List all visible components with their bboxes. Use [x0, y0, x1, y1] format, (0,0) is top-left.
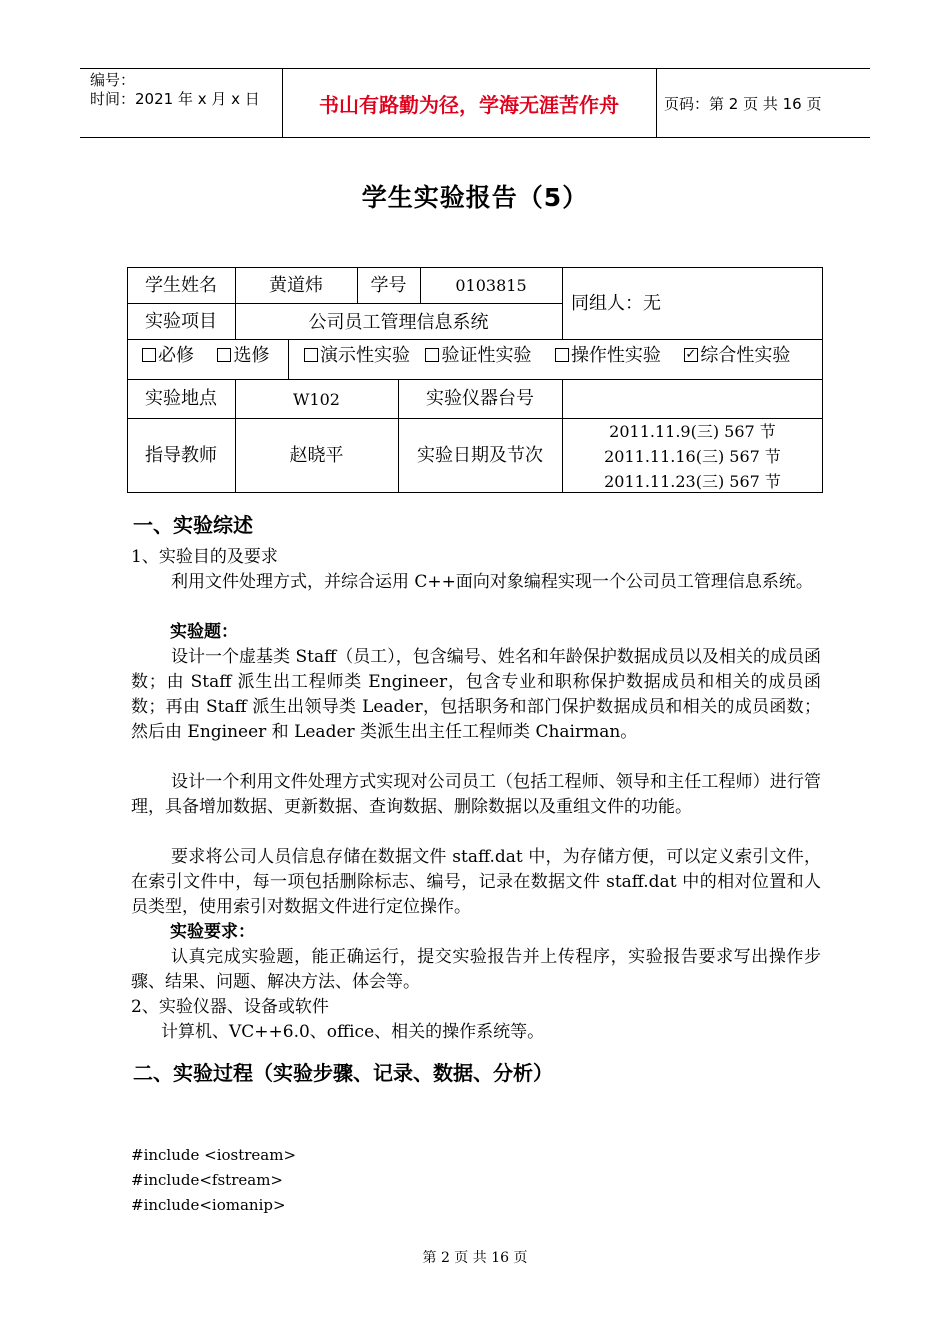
project-name: 公司员工管理信息系统	[308, 312, 489, 333]
code-line: #include<fstream>	[131, 1171, 283, 1189]
date-line: 2011.11.9(三) 567 节	[609, 422, 776, 441]
teacher-name: 赵晓平	[289, 445, 344, 466]
serial-label: 编号：	[90, 71, 136, 89]
student-id-label: 学号	[370, 275, 407, 296]
date-line: 2011.11.23(三) 567 节	[604, 472, 781, 491]
location: W102	[293, 390, 340, 409]
task-paragraph-1: 设计一个虚基类 Staff（员工），包含编号、姓名和年龄保护数据成员以及相关的成员函数；由 Staff 派生出工程师类 Engineer，包含专业和职称保护数据成员和相关的成员函数；再由 Staff 派生出领导类 Leader，包括职务和部门保护数据成员和相关的成员函数；然后由 Engineer 和 Leader 类派生出主任工程师类 Chairman。	[131, 647, 821, 742]
task-label: 实验题：	[170, 622, 238, 642]
info-table	[127, 267, 823, 493]
header-motto: 书山有路勤为径，学海无涯苦作舟	[319, 93, 619, 117]
code-block	[131, 1143, 296, 1218]
student-id: 0103815	[455, 276, 527, 295]
section2-heading: 二、实验过程（实验步骤、记录、数据、分析）	[133, 1061, 553, 1085]
required-label: 必修	[158, 345, 194, 366]
date-label: 实验日期及节次	[417, 445, 543, 466]
operate-label: 操作性实验	[570, 345, 661, 366]
project-label: 实验项目	[145, 311, 217, 332]
verify-label: 验证性实验	[441, 345, 532, 366]
required-checkbox[interactable]	[142, 348, 156, 362]
header-divider	[656, 69, 657, 137]
requirement-paragraph: 认真完成实验题，能正确运行，提交实验报告并上传程序，实验报告要求写出操作步骤、结果、问题、解决方法、体会等。	[131, 947, 821, 992]
code-line: #include <iostream>	[131, 1146, 297, 1164]
location-label: 实验地点	[145, 388, 217, 409]
code-line: #include<iomanip>	[131, 1196, 286, 1214]
experiment-dates	[562, 419, 823, 494]
demo-checkbox[interactable]	[304, 348, 318, 362]
requirement-label: 实验要求：	[170, 922, 255, 942]
date-line: 2011.11.16(三) 567 节	[604, 447, 781, 466]
section1-sub2: 2、实验仪器、设备或软件	[131, 997, 329, 1017]
task-paragraph-3: 要求将公司人员信息存储在数据文件 staff.dat 中，为存储方便，可以定义索引文件，在索引文件中，每一项包括删除标志、编号，记录在数据文件 staff.dat 中的相对位置和人员类型，使用索引对数据文件进行定位操作。	[131, 847, 821, 917]
operate-checkbox[interactable]	[555, 348, 569, 362]
group-members: 同组人：无	[571, 293, 661, 314]
student-name-label: 学生姓名	[145, 275, 217, 296]
student-name: 黄道炜	[269, 275, 323, 296]
purpose-paragraph: 利用文件处理方式，并综合运用 C++面向对象编程实现一个公司员工管理信息系统。	[171, 572, 813, 592]
tools-list: 计算机、VC++6.0、office、相关的操作系统等。	[161, 1022, 545, 1042]
teacher-label: 指导教师	[145, 445, 217, 466]
experiment-type-options	[304, 345, 790, 367]
comprehensive-checkbox[interactable]	[684, 348, 698, 362]
header-page-info: 页码：第 2 页 共 16 页	[664, 95, 822, 113]
comprehensive-label: 综合性实验	[700, 345, 791, 366]
section1-heading: 一、实验综述	[133, 513, 253, 537]
course-type-options	[142, 345, 269, 367]
header-meta	[90, 71, 260, 109]
page-header	[80, 68, 870, 138]
verify-checkbox[interactable]	[425, 348, 439, 362]
instrument-label: 实验仪器台号	[426, 388, 534, 409]
demo-label: 演示性实验	[320, 345, 410, 366]
elective-label: 选修	[233, 345, 270, 366]
section1-sub1: 1、实验目的及要求	[131, 547, 278, 567]
page-footer: 第 2 页 共 16 页	[422, 1250, 528, 1266]
time-label: 时间：2021 年 x 月 x 日	[90, 90, 260, 108]
report-title: 学生实验报告（5）	[361, 183, 589, 212]
task-paragraph-2: 设计一个利用文件处理方式实现对公司员工（包括工程师、领导和主任工程师）进行管理，具备增加数据、更新数据、查询数据、删除数据以及重组文件的功能。	[131, 772, 821, 817]
elective-checkbox[interactable]	[217, 348, 231, 362]
